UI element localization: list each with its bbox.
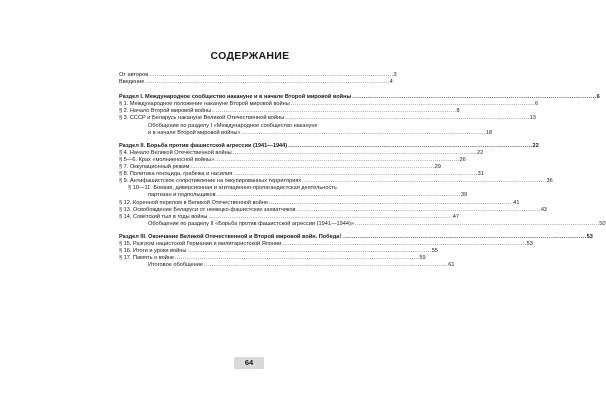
dot-leader [233, 171, 476, 178]
toc-entry-page: 39 [460, 192, 468, 199]
toc-entry [119, 262, 455, 269]
dot-leader [242, 130, 485, 137]
toc-entry-page: 50 [599, 220, 606, 227]
page-title: СОДЕРЖАНИЕ [210, 50, 290, 62]
toc-entry [119, 255, 426, 262]
toc-entry-label: Введение [119, 79, 145, 86]
dot-leader [269, 200, 512, 207]
toc-entry-page: 53 [526, 240, 533, 247]
dot-leader [149, 72, 392, 79]
dot-leader [208, 214, 451, 221]
toc-entry-label: § 13. Освобождение Беларуси от немецко-фашистских захватчиков [119, 206, 296, 213]
toc-section-heading [119, 142, 539, 150]
dot-leader [291, 101, 534, 108]
toc-entry-page: 61 [448, 262, 455, 269]
toc-entry-label: § 8. Политика геноцида, грабежа и насилия [119, 171, 233, 178]
dot-leader [288, 143, 531, 150]
toc-entry-label: § 16. Итоги и уроки войны [119, 248, 187, 255]
dot-leader [342, 234, 585, 241]
toc-entry-page: 4 [389, 79, 393, 86]
toc-section-label: Раздел I. Международное сообщество накануне и в начале Второй мировой войны [119, 94, 352, 101]
dot-leader [204, 262, 447, 269]
dot-leader [190, 164, 433, 171]
toc-entry [119, 213, 459, 221]
toc-entry-page: 26 [459, 156, 466, 163]
toc-entry-label: Обобщение по разделу II «Борьба против фашистской агрессии (1941—1944)» [148, 220, 354, 227]
toc-section-label: Раздел II. Борьба против фашистской агрессии (1941—1944) [119, 142, 288, 149]
toc-entry-page: 8 [456, 108, 460, 115]
toc-entry [119, 220, 606, 228]
toc-entry [119, 192, 468, 199]
toc-entry [119, 164, 441, 171]
toc-entry-label: § 12. Коренной перелом в Великой Отечественной войне [119, 199, 268, 206]
toc-entry-page: 22 [477, 149, 484, 156]
dot-leader [297, 207, 540, 214]
toc-entry-page: 55 [431, 248, 438, 255]
toc-entry [119, 178, 553, 185]
toc-entry-label-continued: и в начале Второй мировой войны» [148, 129, 241, 136]
dot-leader [302, 178, 545, 185]
toc-entry-page: 29 [434, 164, 441, 171]
toc-entry-label: § 14. Советский тыл в годы войны [119, 213, 208, 220]
toc-entry [119, 240, 533, 248]
toc-entry-label: § 2. Начало Второй мировой войны [119, 108, 212, 115]
toc-entry-authors [119, 72, 397, 79]
page-number: 64 [234, 357, 264, 369]
dot-leader [145, 79, 388, 86]
toc-entry-label: От авторов [119, 72, 149, 78]
toc-section-page: 22 [532, 142, 539, 149]
toc-entry-label: § 15. Разгром нацистской Германии и милитаристской Японии [119, 240, 282, 247]
dot-leader [233, 150, 476, 157]
toc-entry-label-continued: партизан и подпольщиков [148, 192, 216, 199]
toc-entry-page: 6 [535, 101, 539, 108]
toc-entry-page: 31 [477, 171, 484, 178]
toc-entry [119, 199, 520, 207]
dot-leader [352, 94, 595, 101]
toc-entry-label: § 4. Начало Великой Отечественной войны [119, 149, 232, 156]
toc-entry-page: 13 [529, 115, 536, 122]
dot-leader [282, 241, 525, 248]
toc-entry-label: § 10—11. Боевая, диверсионная и агитационно-пропагандистская деятельность [128, 185, 337, 192]
toc-entry-page: 43 [540, 206, 548, 213]
toc-entry-label: Обобщение по разделу I «Международное сообщество накануне [148, 122, 318, 129]
toc-entry-label: § 3. СССР и Беларусь накануне Великой Отечественной войны [119, 115, 285, 122]
toc-entry [119, 171, 484, 178]
toc-entry-page: 47 [452, 213, 459, 220]
toc-section-page: 53 [586, 233, 593, 240]
table-of-contents [119, 72, 606, 269]
dot-leader [285, 115, 528, 122]
dot-leader [187, 248, 430, 255]
toc-entry-introduction [119, 79, 393, 86]
toc-entry-page: 59 [419, 255, 426, 262]
dot-leader [355, 221, 598, 228]
toc-entry-label: § 7. Оккупационный режим [119, 164, 190, 171]
toc-entry-label: Итоговое обобщение [148, 262, 203, 269]
toc-entry [119, 149, 484, 157]
toc-section-page: 6 [596, 94, 600, 101]
toc-section-label: Раздел III. Окончание Великой Отечественной и Второй мировой войн. Победа! [119, 233, 342, 240]
toc-entry-page: 3 [393, 72, 397, 78]
toc-entry-label: § 9. Антифашистское сопротивление на оккупированных территориях [119, 178, 302, 185]
toc-entry-page: 18 [485, 129, 493, 136]
toc-entry-page: 41 [513, 199, 520, 206]
toc-entry-page: 36 [546, 178, 553, 185]
toc-entry [119, 129, 493, 137]
toc-entry [119, 206, 548, 214]
toc-section-heading [119, 233, 593, 241]
toc-entry [119, 115, 536, 122]
toc-entry-label: § 1. Международное положение накануне Второй мировой войны [119, 101, 290, 108]
toc-entry-label: § 5—6. Крах «молниеносной войны» [119, 156, 215, 163]
dot-leader [215, 157, 458, 164]
toc-entry-label: § 17. Память о войне [119, 255, 175, 262]
dot-leader [217, 192, 460, 199]
dot-leader [175, 255, 418, 262]
toc-entry [119, 156, 466, 164]
